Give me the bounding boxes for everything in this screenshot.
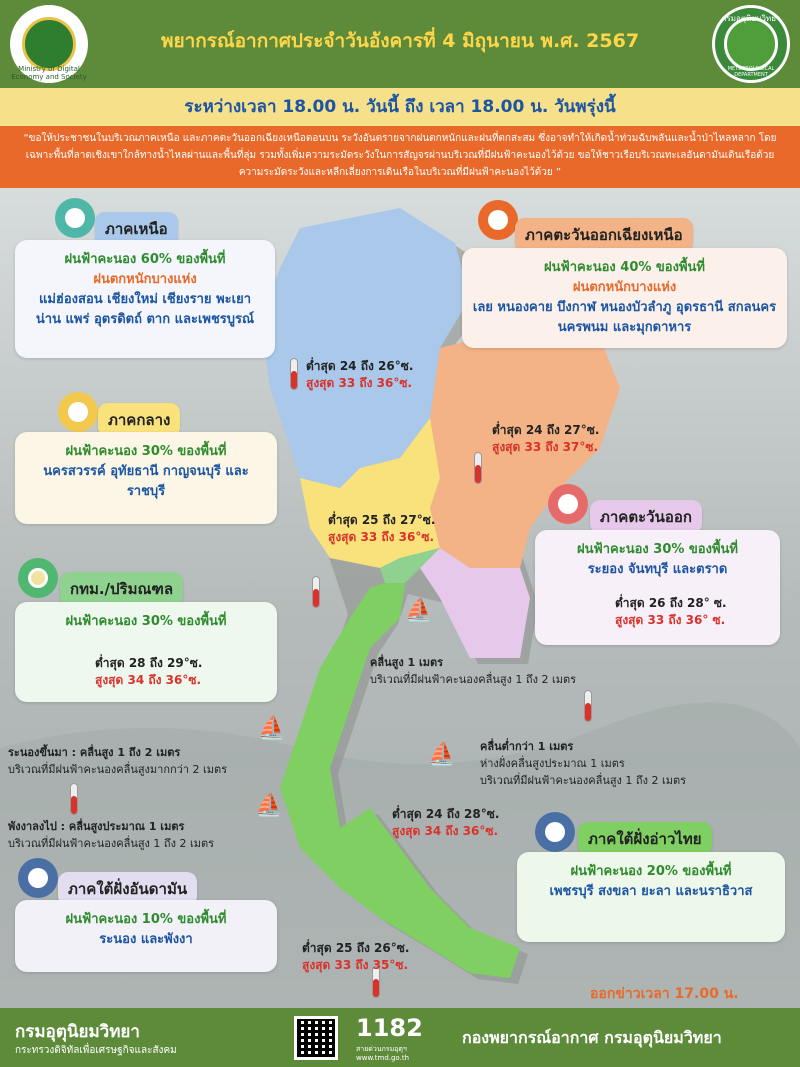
east-areas: ระยอง จันทบุรี และตราด bbox=[587, 562, 728, 577]
south-gulf-forecast-card bbox=[517, 852, 785, 942]
central-temp: ต่ำสุด 25 ถึง 27°ซ. สูงสุด 33 ถึง 36°ซ. bbox=[328, 513, 436, 544]
boat-icon: ⛵ bbox=[405, 598, 433, 623]
forecast-period: ระหว่างเวลา 18.00 น. วันนี้ ถึง เวลา 18.00 น. วันพรุ่งนี้ bbox=[0, 88, 800, 126]
hotline-label: สายด่วนกรมอุตุฯ bbox=[356, 1045, 407, 1053]
location-pin-icon bbox=[55, 198, 95, 238]
thermometer-icon bbox=[312, 576, 320, 608]
location-pin-icon bbox=[548, 484, 588, 524]
boat-icon: ⛵ bbox=[258, 716, 286, 741]
northeast-temp: ต่ำสุด 24 ถึง 27°ซ. สูงสุด 33 ถึง 37°ซ. bbox=[492, 423, 600, 454]
northeast-forecast-card bbox=[462, 248, 787, 348]
wave-phangnga: พังงาลงไป : คลื่นสูงประมาณ 1 เมตร บริเวณที่มีฝนฟ้าคะนองคลื่นสูง 1 ถึง 2 เมตร bbox=[8, 820, 215, 850]
issue-time: ออกข่าวเวลา 17.00 น. bbox=[590, 986, 739, 1002]
north-temp: ต่ำสุด 24 ถึง 26°ซ. สูงสุด 33 ถึง 36°ซ. bbox=[306, 359, 414, 390]
central-forecast-card bbox=[15, 432, 277, 524]
hotline-number: 1182 bbox=[356, 1014, 423, 1042]
boat-icon: ⛵ bbox=[428, 742, 456, 767]
east-temp: ต่ำสุด 26 ถึง 28° ซ. สูงสุด 33 ถึง 36° ซ. bbox=[615, 596, 727, 627]
thermometer-icon bbox=[290, 358, 298, 390]
north-areas: แม่ฮ่องสอน เชียงใหม่ เชียงราย พะเยา น่าน แพร่ อุตรดิตถ์ ตาก และเพชรบูรณ์ bbox=[35, 292, 255, 327]
east-region-title: ภาคตะวันออก bbox=[590, 500, 702, 534]
south-andaman-areas: ระนอง และพังงา bbox=[99, 932, 193, 947]
footer-ministry: กระทรวงดิจิทัลเพื่อเศรษฐกิจและสังคม bbox=[15, 1045, 177, 1056]
thermometer-icon bbox=[474, 452, 482, 484]
south-andaman-rain: ฝนฟ้าคะนอง 10% ของพื้นที่ bbox=[65, 912, 227, 927]
website-link[interactable]: www.tmd.go.th bbox=[356, 1054, 409, 1062]
location-pin-icon bbox=[478, 200, 518, 240]
north-rain: ฝนฟ้าคะนอง 60% ของพื้นที่ bbox=[64, 252, 226, 267]
east-rain: ฝนฟ้าคะนอง 30% ของพื้นที่ bbox=[577, 542, 738, 557]
south-gulf-areas: เพชรบุรี สงขลา ยะลา และนราธิวาส bbox=[549, 884, 753, 899]
south-andaman-region-title: ภาคใต้ฝั่งอันดามัน bbox=[58, 872, 197, 906]
south-andaman-temp: ต่ำสุด 25 ถึง 26°ซ. สูงสุด 33 ถึง 35°ซ. bbox=[302, 941, 410, 972]
wave-ranong: ระนองขึ้นมา : คลื่นสูง 1 ถึง 2 เมตร บริเวณที่มีฝนฟ้าคะนองคลื่นสูงมากกว่า 2 เมตร bbox=[8, 746, 228, 776]
south-andaman-forecast-card bbox=[15, 900, 277, 972]
qr-code-icon[interactable] bbox=[294, 1016, 338, 1060]
northeast-region-title: ภาคตะวันออกเฉียงเหนือ bbox=[515, 218, 693, 252]
south-gulf-rain: ฝนฟ้าคะนอง 20% ของพื้นที่ bbox=[570, 864, 732, 879]
northeast-heavy: ฝนตกหนักบางแห่ง bbox=[572, 280, 677, 295]
footer-bar bbox=[0, 1008, 800, 1067]
north-forecast-card bbox=[15, 240, 275, 358]
northeast-areas: เลย หนองคาย บึงกาฬ หนองบัวลำภู อุดรธานี สกลนคร นครพนม และมุกดาหาร bbox=[472, 300, 777, 335]
central-region-title: ภาคกลาง bbox=[98, 403, 180, 437]
tmd-logo: กรมอุตุนิยมวิทยา METEOROLOGICAL DEPARTMENT bbox=[712, 5, 790, 83]
location-pin-icon bbox=[58, 392, 98, 432]
footer-division: กองพยากรณ์อากาศ กรมอุตุนิยมวิทยา bbox=[462, 1028, 722, 1047]
thermometer-icon bbox=[584, 690, 592, 722]
central-areas: นครสวรรค์ อุทัยธานี กาญจนบุรี และราชบุรี bbox=[43, 464, 249, 499]
north-heavy: ฝนตกหนักบางแห่ง bbox=[93, 272, 197, 287]
warning-notice: “ขอให้ประชาชนในบริเวณภาคเหนือ และภาคตะวันออกเฉียงเหนือตอนบน ระวังอันตรายจากฝนตกหนักและฝนที่ตกสะสม ซึ่งอาจทำให้เกิดน้ำท่วมฉับพลันและน้ำป่าไหลหลาก โดยเฉพาะพื้นที่ลาดเชิงเขาใกล้ทางน้ำไหลผ่านและพื้นที่ลุ่ม รวมทั้งเพิ่มความระมัดระวังในการสัญจรผ่านบริเวณที่มีฝนฟ้าคะนองไว้ด้วย ขอให้ชาวเรือบริเวณทะเลอันดามันเดินเรือด้วยความระมัดระวังและหลีกเลี่ยงการเดินเรือในบริเวณที่มีฝนฟ้าคะนองไว้ด้วย ” bbox=[0, 126, 800, 188]
bangkok-temp: ต่ำสุด 28 ถึง 29°ซ. สูงสุด 34 ถึง 36°ซ. bbox=[95, 656, 203, 687]
page-title: พยากรณ์อากาศประจำวันอังคารที่ 4 มิถุนายน พ.ศ. 2567 bbox=[160, 30, 640, 52]
bangkok-rain: ฝนฟ้าคะนอง 30% ของพื้นที่ bbox=[65, 614, 227, 629]
bangkok-region-title: กทม./ปริมณฑล bbox=[60, 572, 183, 606]
ministry-logo: Ministry of Digital Economy and Society bbox=[10, 5, 88, 83]
wave-gulf-lower: คลื่นต่ำกว่า 1 เมตร ห่างฝั่งคลื่นสูงประมาณ 1 เมตร บริเวณที่มีฝนฟ้าคะนองคลื่นสูง 1 ถึง 2 เมตร bbox=[480, 740, 687, 787]
central-rain: ฝนฟ้าคะนอง 30% ของพื้นที่ bbox=[65, 444, 227, 459]
boat-icon: ⛵ bbox=[255, 793, 283, 818]
north-region-title: ภาคเหนือ bbox=[95, 212, 178, 246]
northeast-rain: ฝนฟ้าคะนอง 40% ของพื้นที่ bbox=[544, 260, 705, 275]
thermometer-icon bbox=[70, 783, 78, 815]
wave-gulf-upper: คลื่นสูง 1 เมตร บริเวณที่มีฝนฟ้าคะนองคลื่นสูง 1 ถึง 2 เมตร bbox=[370, 656, 577, 686]
location-pin-icon bbox=[18, 858, 58, 898]
location-pin-icon bbox=[18, 558, 58, 598]
south-gulf-temp: ต่ำสุด 24 ถึง 28°ซ. สูงสุด 34 ถึง 36°ซ. bbox=[392, 807, 500, 838]
footer-org: กรมอุตุนิยมวิทยา bbox=[15, 1022, 140, 1042]
south-gulf-region-title: ภาคใต้ฝั่งอ่าวไทย bbox=[578, 822, 712, 856]
location-pin-icon bbox=[535, 812, 575, 852]
